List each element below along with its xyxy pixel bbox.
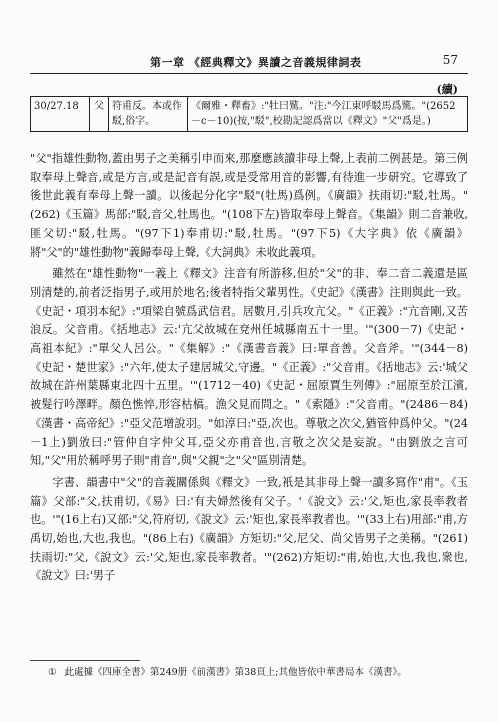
footnote-mark: ① bbox=[48, 667, 57, 678]
body-text bbox=[30, 150, 468, 586]
entry-char: 父 bbox=[90, 97, 109, 132]
entry-ref: 30/27.18 bbox=[31, 97, 90, 132]
chapter-title: 第一章 《經典釋文》異讀之音義規律詞表 bbox=[150, 56, 362, 69]
continued-label: (續) bbox=[436, 83, 458, 96]
table-row bbox=[31, 97, 468, 132]
header-rule bbox=[30, 73, 468, 74]
footnote-text: 此處據《四庫全書》第249册《前漢書》第38頁上;其他皆依中華書局本《漢書》。 bbox=[64, 667, 407, 678]
paragraph: "父"指雄性動物,蓋由男子之美稱引申而來,那麼應該讀非母上聲,上表前二例甚是。第三例取奉母上聲音,或是方言,或是記音有誤,或是受常用音的影響,有待進一步研究。它導致了後世此義有奉母上聲一讀。以後起分化字"駁"(牡馬)爲例。《廣韻》扶雨切:"駁,牡馬。"(262)《玉篇》馬部:"駁,音父,牡馬也。"(108下左)皆取奉母上聲音。《集韻》則二音兼收,匪父切:"駁,牡馬。"(97下1)奉甫切:"駁,牡馬。"(97下5)《大字典》依《廣韻》將"父"的"雄性動物"義歸奉母上聲,《大詞典》未收此義項。 bbox=[30, 152, 468, 259]
footnote-rule bbox=[30, 660, 140, 661]
footnote bbox=[48, 666, 468, 680]
entry-table bbox=[30, 96, 468, 132]
paragraph: 字書、韻書中"父"的音義關係與《釋文》一致,衹是其非母上聲一讀多寫作"甫"。《玉篇》父部:"父,扶甫切,《易》曰:'有夫婦然後有父子。'《說文》云:'父,矩也,家長率教者也。'"(16上右)又部:"父,符府切,《說文》云:'矩也,家長率教者也。'"(33上右)用部:"甫,方禹切,始也,大也,我也。"(86上右)《廣韻》方矩切:"父,尼父、尚父皆男子之美稱。"(261)扶雨切:"父,《說文》云:'父,矩也,家長率教者。'"(262)方矩切:"甫,始也,大也,我也,衆也,《說文》曰:'男子 bbox=[30, 475, 468, 583]
entry-note: 符甫反。本或作駁,俗字。 bbox=[109, 97, 188, 132]
entry-quote: 《爾雅・釋畜》:"牡曰騭。"注:"今江東呼駁馬爲騭。"(2652－c－10)(按,"駁",校勘記認爲當以《釋文》"父"爲是。) bbox=[188, 97, 468, 132]
running-header bbox=[30, 52, 468, 72]
page-number: 57 bbox=[442, 53, 458, 67]
paragraph: 雖然在"雄性動物"一義上《釋文》注音有所游移,但於"父"的非、奉二音二義還是區別清楚的,前者泛指男子,或用於地名;後者特指父輩男性。《史記》《漢書》注則與此一致。《史記・項羽本紀》:"項梁自號爲武信君。居數月,引兵攻亢父。"《正義》:"亢音剛,又苦浪反。父音甫。《括地志》云:'亢父故城在兗州任城縣南五十一里。'"(300－7)《史記・高祖本紀》:"單父人呂公。"《集解》:"《漢書音義》曰:單音善。父音斧。'"(344－8)《史記・楚世家》:"六年,使太子建居城父,守邊。"《正義》:"父音甫。《括地志》云:'城父故城在許州葉縣東北四十五里。'"(1712－40)《史記・屈原賈生列傳》:"屈原至於江濱,被髮行吟澤畔。顏色憔悴,形容枯槁。漁父見而問之。"《索隱》:"父音甫。"(2486－84)《漢書・高帝紀》:"亞父范增說羽。"如淳曰:"亞,次也。尊敬之次父,猶管仲爲仲父。"(24－1上)劉攽曰:"管仲自字仲父耳,亞父亦甫音也,言敬之次父是妄說。"由劉攽之言可知,"父"用於稱呼男子則"甫音",與"父親"之"父"區別清楚。 bbox=[30, 267, 468, 468]
